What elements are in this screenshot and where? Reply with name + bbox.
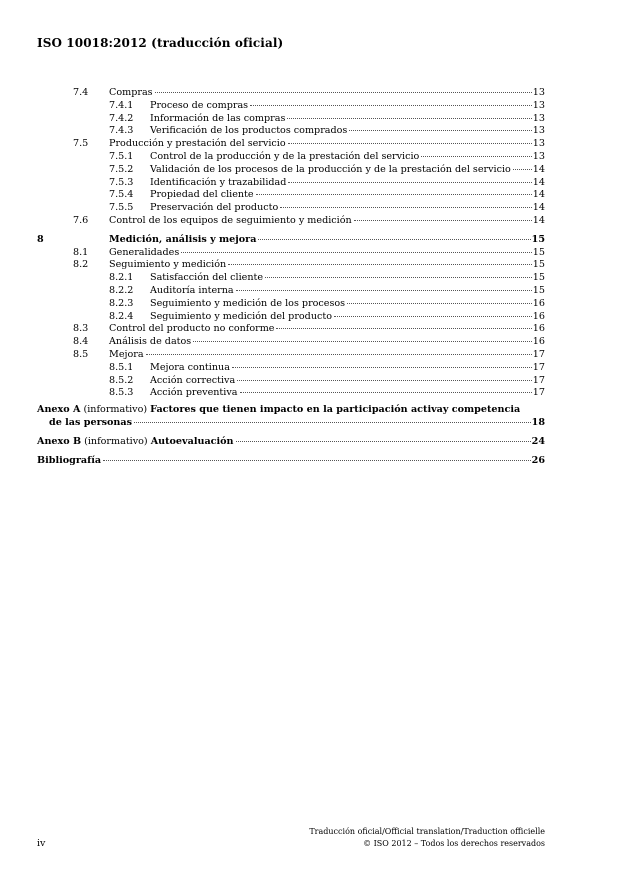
toc-entry-title: Control de los equipos de seguimiento y medición <box>109 214 352 226</box>
toc-leader <box>155 92 532 93</box>
annex-a-type: (informativo) <box>83 404 148 416</box>
page-number: iv <box>37 838 46 849</box>
toc-entry[interactable] <box>37 215 545 228</box>
toc-entry-number: 8.2.1 <box>109 272 134 284</box>
toc-entry-number: 8.4 <box>73 336 89 348</box>
toc-entry-title: Validación de los procesos de la producción y de la prestación del servicio <box>150 163 511 175</box>
toc-leader <box>288 182 531 183</box>
toc-entry-number: 7.5.4 <box>109 189 134 201</box>
toc-entry-page: 15 <box>532 284 545 296</box>
toc-entry-title: Control del producto no conforme <box>109 323 275 335</box>
toc-entry-page: 15 <box>532 272 545 284</box>
toc-entry-title: Mejora continua <box>150 361 230 373</box>
toc-entry-title: Medición, análisis y mejora <box>109 233 257 245</box>
bibliography-title: Bibliografía <box>37 454 102 466</box>
toc-entry-page: 16 <box>532 336 545 348</box>
toc-entry-number: 7.6 <box>73 214 89 226</box>
toc-entry[interactable] <box>37 375 545 388</box>
toc-entry[interactable] <box>37 234 545 247</box>
annex-a-page: 18 <box>531 416 545 428</box>
toc-entry[interactable] <box>37 100 545 113</box>
toc-section-7 <box>37 87 545 228</box>
toc-entry-number: 7.5.1 <box>109 150 134 162</box>
toc-entry-number: 8.5.3 <box>109 387 134 399</box>
toc-entry-page: 15 <box>532 246 545 258</box>
toc-entry-page: 17 <box>532 361 545 373</box>
toc-leader <box>146 354 532 355</box>
toc-entry[interactable] <box>37 311 545 324</box>
toc-entry-title: Preservación del producto <box>150 202 279 214</box>
toc-entry-page: 13 <box>532 87 545 98</box>
toc-entry-page: 16 <box>532 323 545 335</box>
toc-leader <box>256 194 532 195</box>
toc-entry-number: 7.5.5 <box>109 202 134 214</box>
toc-entry-number: 7.4 <box>73 87 89 98</box>
toc-leader <box>280 207 532 208</box>
toc-entry-title: Análisis de datos <box>109 336 192 348</box>
toc-leader <box>513 169 532 170</box>
toc-entry-page: 13 <box>532 99 545 111</box>
toc-entry[interactable] <box>37 113 545 126</box>
toc-entry-title: Información de las compras <box>150 112 286 124</box>
toc-leader <box>236 441 531 442</box>
toc-leader <box>103 460 531 461</box>
annex-b-title: Autoevaluación <box>150 435 234 447</box>
toc-entry-title: Seguimiento y medición <box>109 259 227 271</box>
toc-leader <box>134 422 531 423</box>
translation-note: Traducción oficial/Official translation/Traduction officielle <box>309 827 545 836</box>
toc-entry[interactable] <box>37 298 545 311</box>
toc-entry-title: Mejora <box>109 348 144 360</box>
toc-leader <box>354 220 532 221</box>
toc-leader <box>276 328 531 329</box>
toc-entry-page: 16 <box>532 297 545 309</box>
toc-entry-number: 8.5.1 <box>109 361 134 373</box>
toc-entry-number: 8 <box>37 233 44 245</box>
toc-entry-number: 8.2.4 <box>109 310 134 322</box>
annex-a-title-line2: de las personas <box>49 416 133 428</box>
toc-entry-page: 16 <box>532 310 545 322</box>
annex-b-page: 24 <box>531 435 545 447</box>
toc-entry-title: Auditoría interna <box>150 284 234 296</box>
toc-entry-title: Seguimiento y medición del producto <box>150 310 333 322</box>
toc-entry-page: 17 <box>532 374 545 386</box>
toc-leader <box>421 156 531 157</box>
toc-leader <box>334 316 532 317</box>
toc-entry-number: 8.2 <box>73 259 89 271</box>
toc-entry[interactable] <box>37 323 545 336</box>
toc-entry-number: 8.5 <box>73 348 89 360</box>
toc-leader <box>265 277 532 278</box>
toc-entry-title: Acción preventiva <box>150 387 238 399</box>
toc-entry-title: Satisfacción del cliente <box>150 272 264 284</box>
toc-entry-title: Proceso de compras <box>150 99 249 111</box>
toc-entry[interactable] <box>37 336 545 349</box>
toc-bibliography[interactable] <box>37 455 545 468</box>
toc-leader <box>181 252 532 253</box>
toc-entry-title: Seguimiento y medición de los procesos <box>150 297 346 309</box>
toc-entry-title: Identificación y trazabilidad <box>150 176 287 188</box>
bibliography-page: 26 <box>531 454 545 466</box>
toc-entry[interactable] <box>37 247 545 260</box>
annex-a-title-line1: Factores que tienen impacto en la participación activay competencia <box>150 404 521 416</box>
toc-leader <box>193 341 532 342</box>
toc-leader <box>258 239 530 240</box>
footer-notice <box>309 826 545 850</box>
toc-entry-page: 13 <box>532 138 545 150</box>
toc-section-8 <box>37 234 545 400</box>
toc-entry-page: 14 <box>532 189 545 201</box>
toc-entry[interactable] <box>37 349 545 362</box>
toc-leader <box>236 290 532 291</box>
toc-entry-title: Verificación de los productos comprados <box>150 125 348 137</box>
toc-leader <box>347 303 532 304</box>
toc-entry-number: 8.3 <box>73 323 89 335</box>
toc-leader <box>232 367 532 368</box>
toc-entry-number: 7.4.3 <box>109 125 134 137</box>
toc-entry-number: 8.1 <box>73 246 89 258</box>
toc-entry-page: 17 <box>532 348 545 360</box>
copyright: © ISO 2012 – Todos los derechos reservados <box>363 839 545 848</box>
toc-entry-number: 7.5.2 <box>109 163 134 175</box>
annex-a-label: Anexo A <box>37 404 81 416</box>
toc-entry[interactable] <box>37 189 545 202</box>
toc-leader <box>237 380 532 381</box>
toc-entry[interactable] <box>37 177 545 190</box>
toc-entry[interactable] <box>37 285 545 298</box>
toc-entry[interactable] <box>37 272 545 285</box>
document-header: ISO 10018:2012 (traducción oficial) <box>37 36 284 50</box>
toc-leader <box>349 130 531 131</box>
toc-entry-page: 13 <box>532 150 545 162</box>
toc-entry-page: 14 <box>532 202 545 214</box>
toc-entry-page: 14 <box>532 214 545 226</box>
toc-entry-number: 7.5.3 <box>109 176 134 188</box>
toc-entry[interactable] <box>37 202 545 215</box>
toc-entry-title: Acción correctiva <box>150 374 236 386</box>
annex-b-label: Anexo B <box>37 435 82 447</box>
toc-entry-page: 17 <box>532 387 545 399</box>
toc-entry-title: Producción y prestación del servicio <box>109 138 286 150</box>
toc-entry[interactable] <box>37 125 545 138</box>
toc-entry-page: 14 <box>532 163 545 175</box>
toc-leader <box>250 105 532 106</box>
toc-entry-title: Generalidades <box>109 246 180 258</box>
table-of-contents <box>37 87 545 467</box>
toc-entry-page: 15 <box>532 259 545 271</box>
toc-entry-number: 7.4.1 <box>109 99 134 111</box>
toc-annex-a[interactable] <box>37 404 545 430</box>
toc-entry-title: Propiedad del cliente <box>150 189 254 201</box>
toc-entry[interactable] <box>37 151 545 164</box>
toc-entry[interactable] <box>37 87 545 100</box>
toc-entry-title: Control de la producción y de la prestación del servicio <box>150 150 420 162</box>
toc-entry-number: 7.5 <box>73 138 89 150</box>
toc-entry-title: Compras <box>109 87 153 98</box>
toc-entry-page: 13 <box>532 125 545 137</box>
toc-entry-number: 7.4.2 <box>109 112 134 124</box>
toc-entry-number: 8.5.2 <box>109 374 134 386</box>
toc-entry[interactable] <box>37 362 545 375</box>
toc-entry[interactable] <box>37 164 545 177</box>
toc-entry-number: 8.2.3 <box>109 297 134 309</box>
toc-entry-page: 14 <box>532 176 545 188</box>
annex-b-type: (informativo) <box>84 435 148 447</box>
toc-entry-page: 13 <box>532 112 545 124</box>
toc-entry-number: 8.2.2 <box>109 284 134 296</box>
toc-entry-page: 15 <box>531 233 545 245</box>
toc-entry[interactable] <box>37 387 545 400</box>
toc-entry[interactable] <box>37 259 545 272</box>
toc-leader <box>287 118 531 119</box>
toc-annex-b[interactable] <box>37 436 545 449</box>
toc-leader <box>240 392 532 393</box>
toc-entry[interactable] <box>37 138 545 151</box>
toc-leader <box>288 143 532 144</box>
toc-leader <box>228 264 532 265</box>
